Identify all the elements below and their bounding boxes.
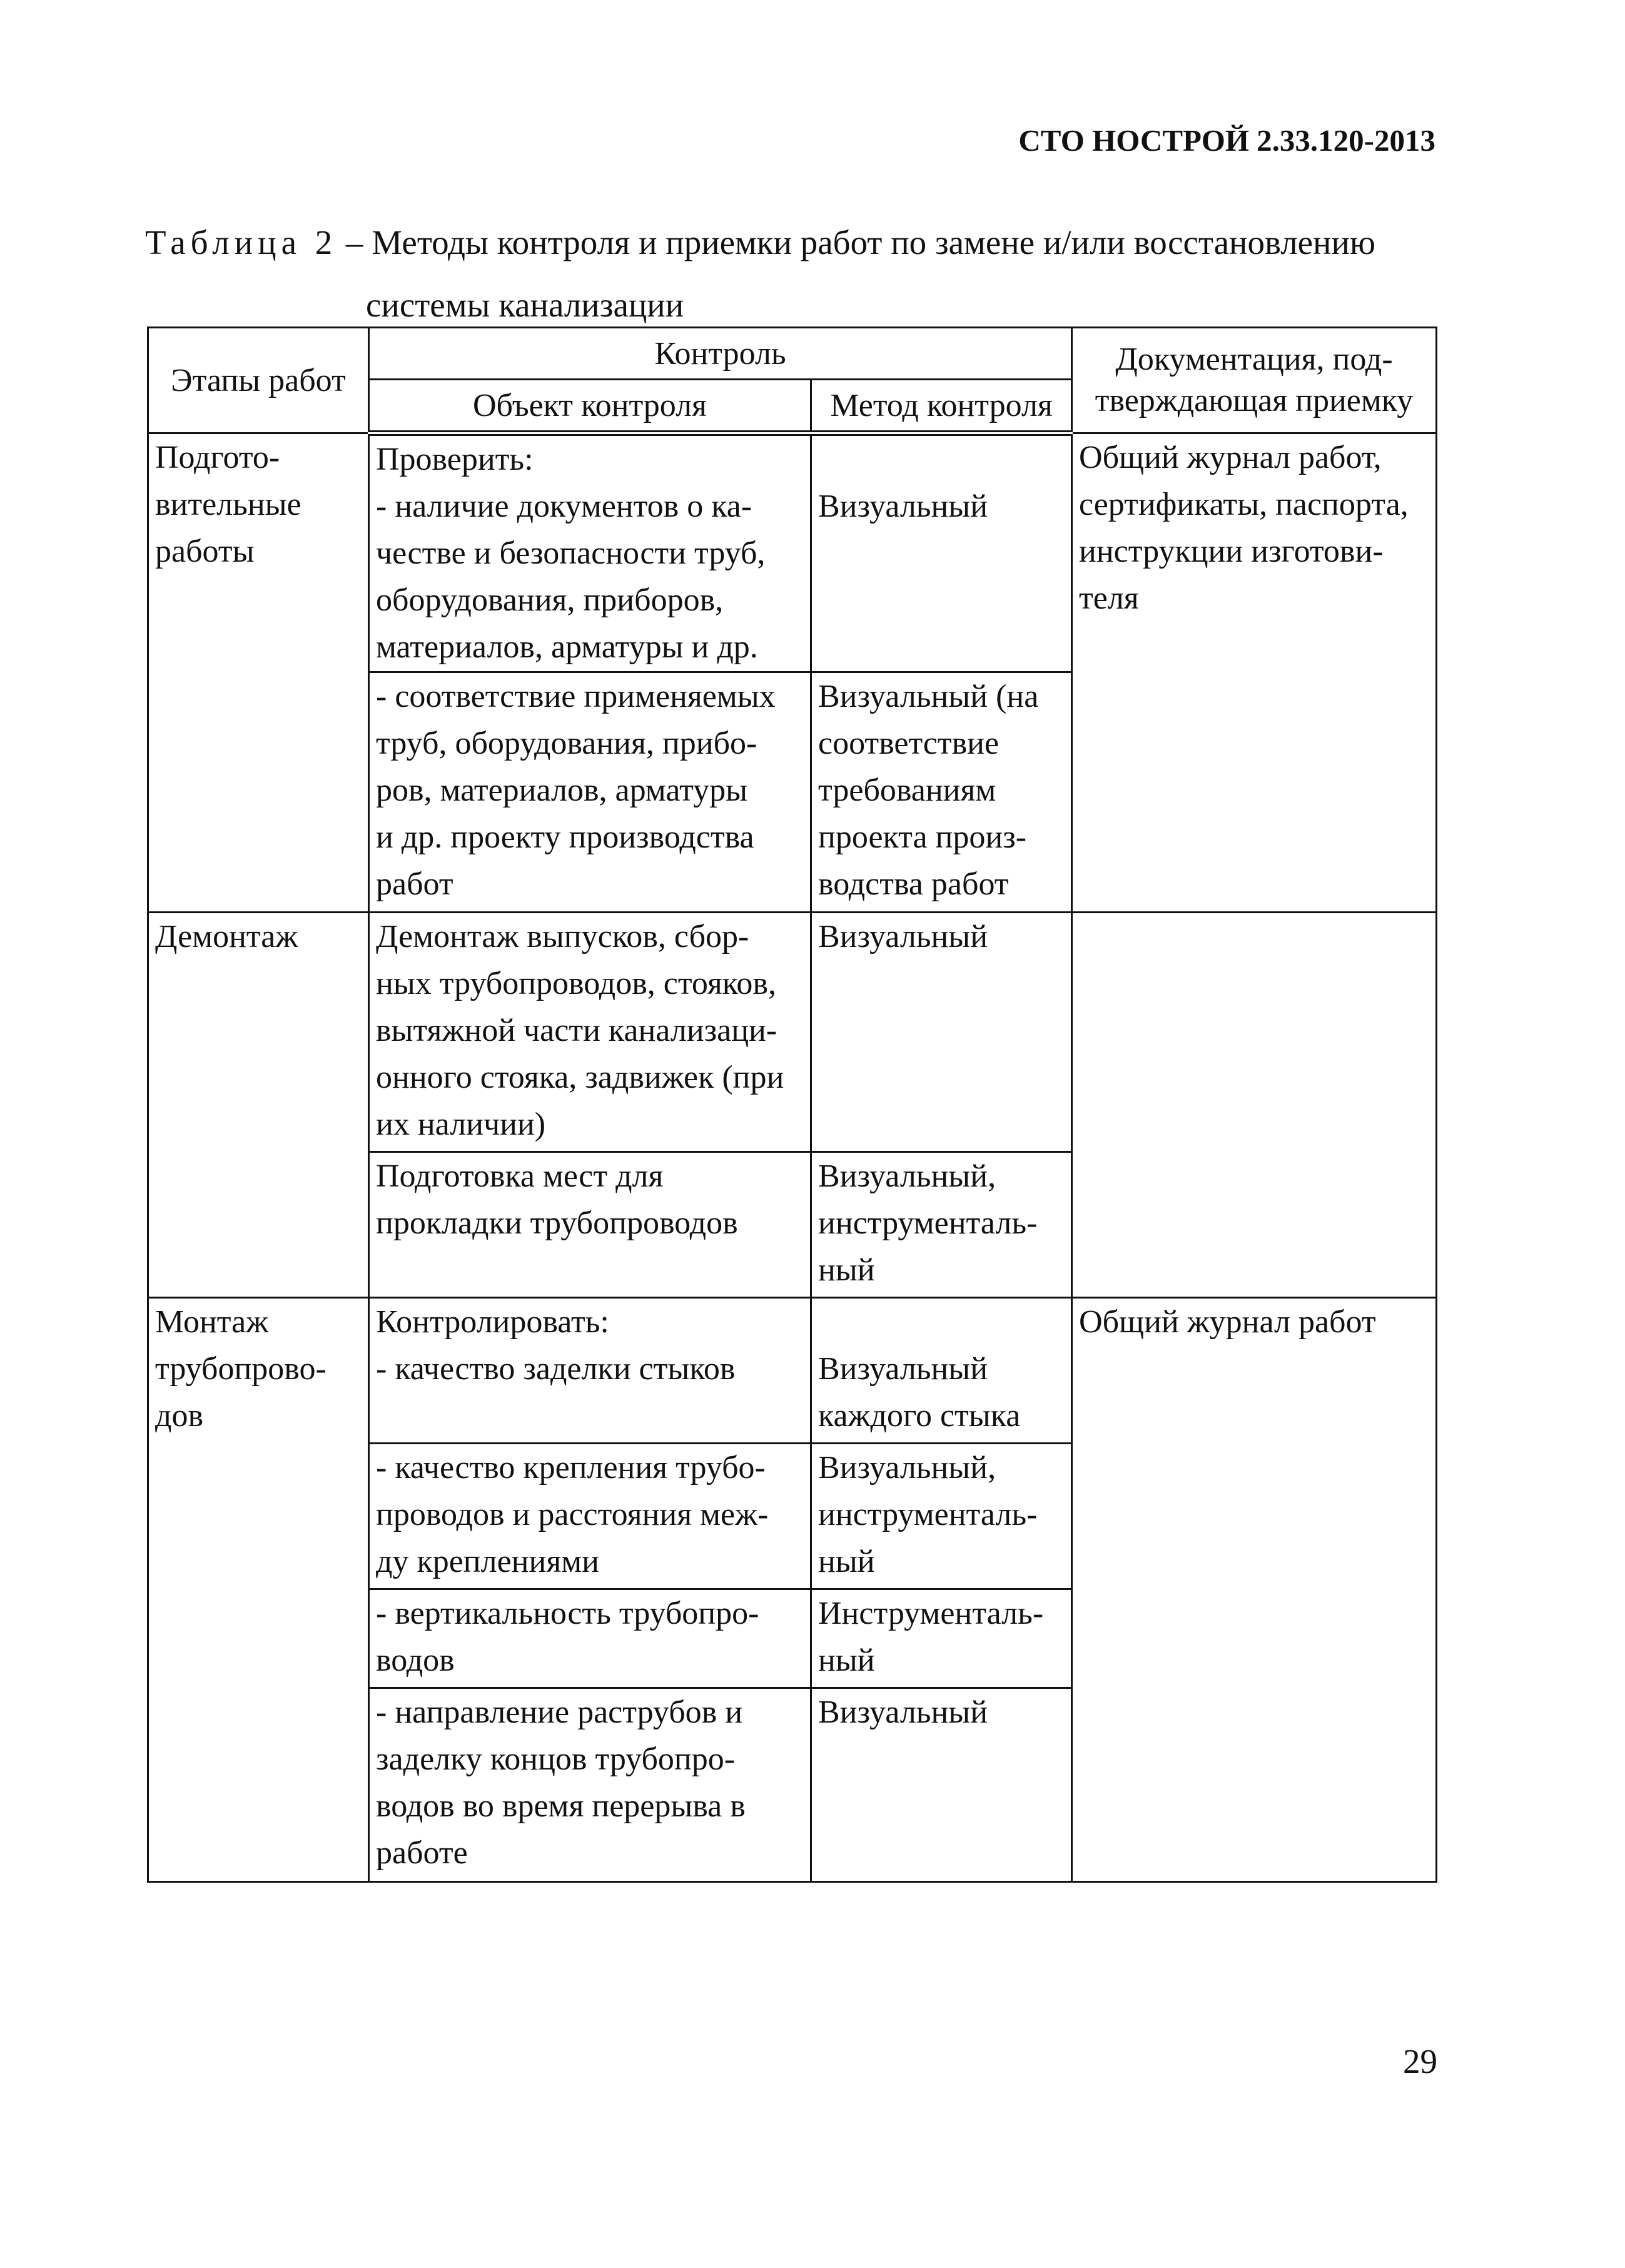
method-cell: Визуальный, инструменталь- ный <box>811 1444 1072 1589</box>
methods-table <box>147 327 1437 1883</box>
method-cell: Визуальный <box>811 1688 1072 1882</box>
object-cell: - направление раструбов и заделку концов трубопро- водов во время перерыва в работе <box>369 1688 811 1882</box>
stage-cell: Монтаж трубопрово- дов <box>148 1298 369 1882</box>
table-caption-title: – Методы контроля и приемки работ по замене и/или восстановлению <box>337 223 1376 261</box>
documentation-cell: Общий журнал работ <box>1072 1298 1437 1882</box>
header-control: Контроль <box>369 328 1072 380</box>
header-stage: Этапы работ <box>148 328 369 433</box>
table-caption-label: Таблица 2 <box>145 223 338 261</box>
object-cell: Проверить: - наличие документов о ка- честве и безопасности труб, оборудования, приборов, материалов, арматуры и др. <box>369 433 811 672</box>
object-cell: Демонтаж выпусков, сбор- ных трубопроводов, стояков, вытяжной части канализаци- онного стояка, задвижек (при их наличии) <box>369 913 811 1152</box>
documentation-cell: Общий журнал работ, сертификаты, паспорта, инструкции изготови- теля <box>1072 433 1437 913</box>
method-cell: Визуальный (на соответствие требованиям проекта произ- водства работ <box>811 672 1072 913</box>
stage-cell: Подгото- вительные работы <box>148 433 369 913</box>
header-method: Метод контроля <box>811 380 1072 433</box>
table-row <box>148 433 1437 672</box>
method-cell: Визуальный каждого стыка <box>811 1298 1072 1444</box>
method-cell: Визуальный <box>811 913 1072 1152</box>
header-object: Объект контроля <box>369 380 811 433</box>
documentation-cell <box>1072 913 1437 1298</box>
method-cell: Визуальный <box>811 433 1072 672</box>
table-row <box>148 913 1437 1152</box>
object-cell: - качество крепления трубо- проводов и расстояния меж- ду креплениями <box>369 1444 811 1589</box>
header-documentation: Документация, под- тверждающая приемку <box>1072 328 1437 433</box>
table-caption <box>145 211 1446 324</box>
method-cell: Визуальный, инструменталь- ный <box>811 1152 1072 1298</box>
object-cell: Подготовка мест для прокладки трубопроводов <box>369 1152 811 1298</box>
method-cell: Инструменталь- ный <box>811 1589 1072 1688</box>
table-caption-title-continued: системы канализации <box>366 286 684 324</box>
object-cell: - вертикальность трубопро- водов <box>369 1589 811 1688</box>
object-cell: - соответствие применяемых труб, оборудования, прибо- ров, материалов, арматуры и др. проекту производства работ <box>369 672 811 913</box>
stage-cell: Демонтаж <box>148 913 369 1298</box>
object-cell: Контролировать: - качество заделки стыков <box>369 1298 811 1444</box>
table-row <box>148 1298 1437 1444</box>
page-number: 29 <box>1403 2042 1437 2080</box>
document-code: СТО НОСТРОЙ 2.33.120-2013 <box>1018 123 1435 158</box>
